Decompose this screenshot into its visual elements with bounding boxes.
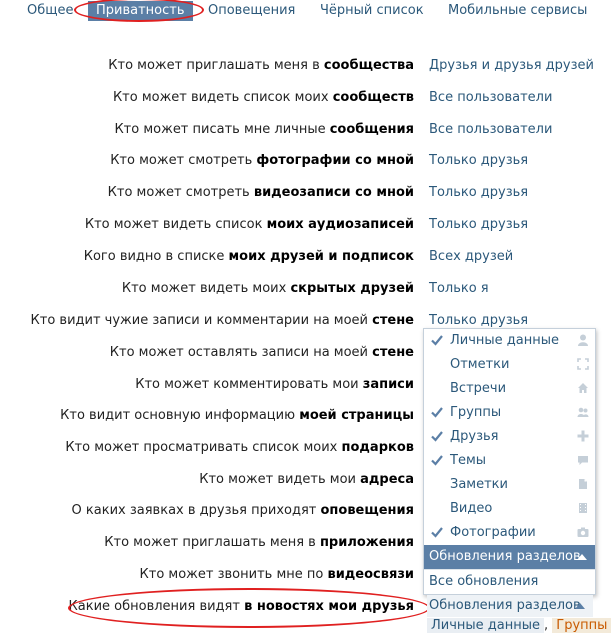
group-icon (577, 406, 589, 418)
checkmark-icon (430, 525, 444, 539)
setting-label-text: Кто может писать мне личные (114, 122, 330, 137)
dropdown-section-item[interactable] (424, 353, 595, 377)
dropdown-section-item[interactable] (424, 497, 595, 521)
setting-row (0, 278, 600, 300)
dropdown-section-label: Личные данные (450, 333, 560, 348)
tab-mobile-services[interactable]: Мобильные сервисы (448, 3, 588, 18)
film-icon (577, 502, 589, 514)
speech-bubble-icon (577, 454, 589, 466)
setting-label-text: Кто может просматривать список моих (65, 440, 342, 455)
dropdown-section-label: Встречи (450, 381, 507, 396)
setting-value-link[interactable]: Только друзья (429, 185, 529, 200)
chevron-up-icon (575, 603, 585, 609)
dropdown-header-label: Обновления разделов (429, 549, 581, 564)
checkmark-icon (430, 333, 444, 347)
dropdown-section-label: Темы (450, 453, 487, 468)
dropdown-section-item[interactable] (424, 329, 595, 353)
news-sections-dropdown (423, 328, 596, 595)
dropdown-option-all-updates[interactable] (424, 569, 595, 594)
dropdown-section-label: Фотографии (450, 525, 536, 540)
person-icon (577, 334, 589, 346)
checkmark-icon (430, 453, 444, 467)
setting-label-emphasis: записи (362, 377, 414, 392)
setting-label-text: Кто видит основную информацию (60, 408, 300, 423)
tag-frame-icon (577, 358, 589, 370)
setting-label-text: Кто может смотреть (107, 185, 254, 200)
setting-label (135, 377, 414, 392)
dropdown-section-label: Отметки (450, 357, 510, 372)
camera-icon (577, 526, 589, 538)
dropdown-option-label: Все обновления (429, 574, 539, 589)
setting-value-link[interactable]: Все пользователи (429, 90, 553, 105)
dropdown-section-item[interactable] (424, 521, 595, 545)
plus-icon (577, 430, 589, 442)
home-icon (577, 382, 589, 394)
setting-label-emphasis: сообществ (332, 90, 414, 105)
setting-label-text: Кто может оставлять записи на моей (109, 345, 373, 360)
setting-row (0, 246, 600, 268)
news-updates-select[interactable] (427, 595, 593, 617)
setting-value-link[interactable]: Только я (429, 281, 489, 296)
setting-label (104, 535, 414, 550)
setting-label-text: Кто может видеть мои (199, 472, 361, 487)
setting-label (110, 153, 414, 168)
setting-label (199, 472, 414, 487)
setting-label (108, 185, 414, 200)
dropdown-section-list (424, 329, 595, 545)
note-icon (577, 478, 589, 490)
selected-tag-groups[interactable]: Группы (552, 618, 611, 633)
dropdown-section-label: Видео (450, 501, 493, 516)
setting-value-link[interactable]: Друзья и друзья друзей (429, 58, 594, 73)
setting-label-text: Кто может видеть список моих (112, 90, 333, 105)
setting-label-emphasis: сообщения (329, 122, 414, 137)
settings-tabs (0, 0, 600, 22)
setting-label-emphasis: оповещения (320, 503, 414, 518)
setting-label-emphasis: приложения (319, 535, 414, 550)
setting-label-text: Кто может смотреть (110, 153, 257, 168)
setting-label-emphasis: видеосвязи (327, 567, 414, 582)
setting-label-text: Кто может приглашать меня в (108, 58, 324, 73)
dropdown-section-label: Друзья (450, 429, 499, 444)
setting-label-emphasis: стене (372, 345, 414, 360)
setting-label (108, 58, 414, 73)
selected-tag-personal-data[interactable]: Личные данные (427, 618, 544, 633)
setting-value-link[interactable]: Только друзья (429, 153, 529, 168)
setting-label (31, 313, 414, 328)
setting-label-emphasis: моих друзей и подписок (228, 249, 414, 264)
setting-label (140, 567, 414, 582)
setting-row (0, 119, 600, 141)
setting-label-emphasis: видеозаписи со мной (253, 185, 414, 200)
checkmark-icon (430, 429, 444, 443)
checkmark-icon (430, 405, 444, 419)
setting-label-emphasis: фотографии со мной (256, 153, 414, 168)
setting-label-emphasis: моих аудиозаписей (266, 217, 414, 232)
dropdown-header[interactable] (424, 545, 595, 569)
setting-label-text: Кто может звонить мне по (139, 567, 328, 582)
setting-label-emphasis: сообщества (323, 58, 414, 73)
setting-label-emphasis: скрытых друзей (290, 281, 414, 296)
dropdown-section-label: Группы (450, 405, 502, 420)
selected-sections-tags (427, 618, 611, 636)
setting-label (85, 217, 414, 232)
setting-label (114, 122, 414, 137)
setting-label-text: Кто может видеть список (84, 217, 267, 232)
setting-value-link[interactable]: Все пользователи (429, 122, 553, 137)
setting-row (0, 214, 600, 236)
setting-value-link[interactable]: Всех друзей (429, 249, 514, 264)
setting-label-emphasis: адреса (360, 472, 414, 487)
setting-label (110, 345, 414, 360)
dropdown-section-item[interactable] (424, 377, 595, 401)
setting-label (69, 599, 414, 614)
setting-label (113, 90, 414, 105)
setting-label-text: Кто видит чужие записи и комментарии на моей (30, 313, 373, 328)
tag-separator: , (544, 618, 549, 633)
tab-general[interactable]: Общее (27, 3, 74, 18)
dropdown-section-label: Заметки (450, 477, 508, 492)
setting-label (60, 408, 414, 423)
dropdown-section-item[interactable] (424, 449, 595, 473)
setting-row (0, 150, 600, 172)
setting-label (65, 440, 414, 455)
chevron-up-icon (577, 554, 587, 560)
setting-label-text: О каких заявках в друзья приходят (71, 503, 321, 518)
tab-notifications[interactable]: Оповещения (208, 3, 296, 18)
setting-label-text: Кто может видеть моих (121, 281, 291, 296)
setting-label (84, 249, 414, 264)
select-current-value: Обновления разделов (429, 598, 581, 613)
setting-label (122, 281, 414, 296)
setting-row (0, 182, 600, 204)
dropdown-section-item[interactable] (424, 473, 595, 497)
setting-value-link[interactable]: Только друзья (429, 313, 529, 328)
setting-label-emphasis: моей страницы (299, 408, 414, 423)
tab-blacklist[interactable]: Чёрный список (320, 3, 424, 18)
setting-label-emphasis: подарков (341, 440, 414, 455)
dropdown-section-item[interactable] (424, 401, 595, 425)
setting-row (0, 87, 600, 109)
tab-privacy[interactable]: Приватность (88, 1, 193, 21)
setting-label-emphasis: в новостях мои друзья (244, 599, 414, 614)
setting-label-emphasis: стене (372, 313, 414, 328)
setting-row (0, 55, 600, 77)
dropdown-section-item[interactable] (424, 425, 595, 449)
setting-label-text: Кто может комментировать мои (135, 377, 363, 392)
setting-label-text: Кого видно в списке (83, 249, 229, 264)
setting-label (72, 503, 414, 518)
setting-value-link[interactable]: Только друзья (429, 217, 529, 232)
setting-label-text: Кто может приглашать меня в (104, 535, 320, 550)
setting-label-text: Какие обновления видят (68, 599, 245, 614)
